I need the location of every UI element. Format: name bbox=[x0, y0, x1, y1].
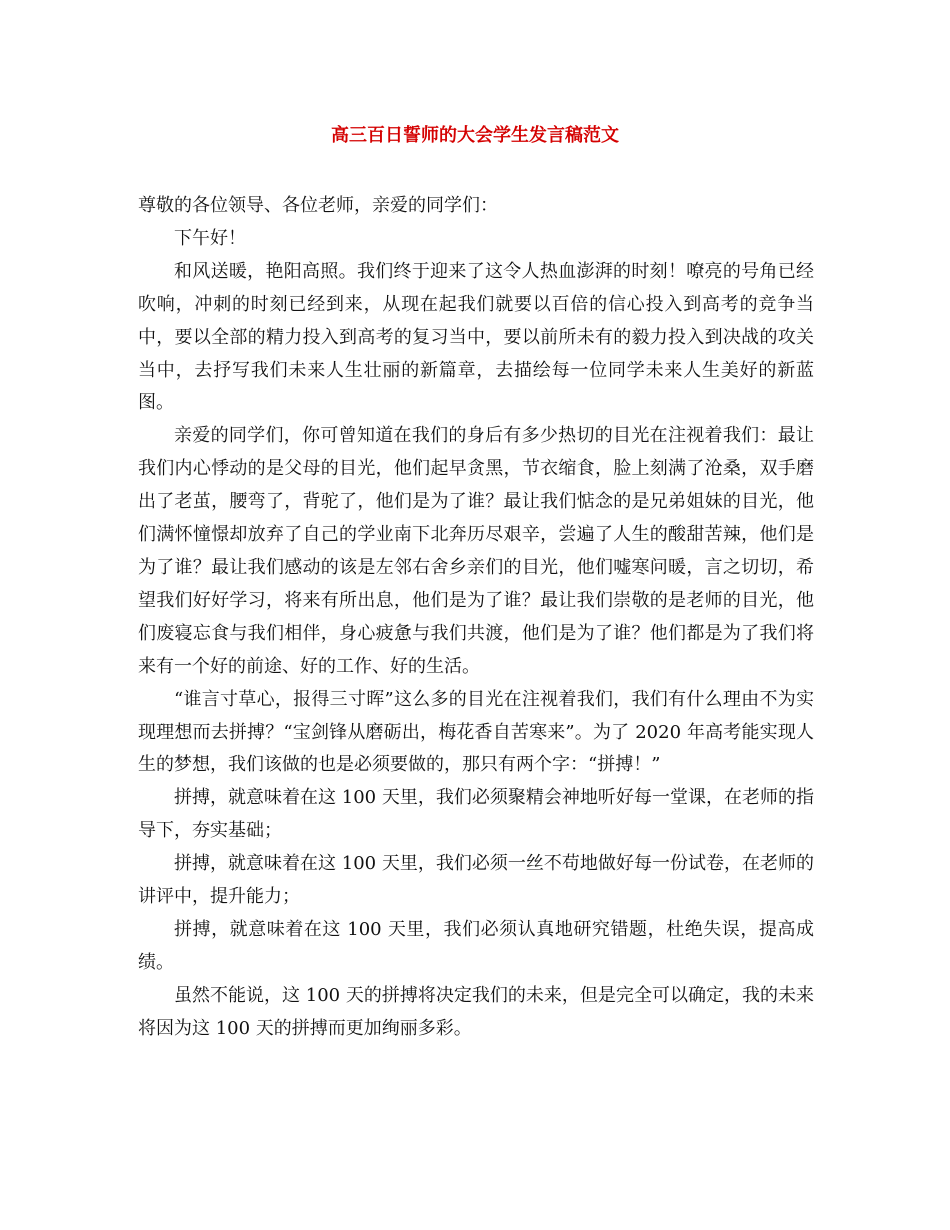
paragraph-struggle-errors: 拼搏，就意味着在这 100 天里，我们必须认真地研究错题，杜绝失误，提高成绩。 bbox=[138, 918, 814, 973]
paragraph-gazes: 亲爱的同学们，你可曾知道在我们的身后有多少热切的目光在注视着我们：最让我们内心悸动的是父母的目光，他们起早贪黑，节衣缩食，脸上刻满了沧桑，双手磨出了老茧，腰弯了，背驼了，他们是为了谁？最让我们惦念的是兄弟姐妹的目光，他们满怀憧憬却放弃了自己的学业南下北奔历尽艰辛，尝遍了人生的酸甜苦辣，他们是为了谁？最让我们感动的该是左邻右舍乡亲们的目光，他们嘘寒问暖，言之切切，希望我们好好学习，将来有所出息，他们是为了谁？最让我们崇敬的是老师的目光，他们废寝忘食与我们相伴，身心疲惫与我们共渡，他们是为了谁？他们都是为了我们将来有一个好的前途、好的工作、好的生活。 bbox=[138, 425, 814, 677]
salutation: 尊敬的各位领导、各位老师，亲爱的同学们： bbox=[138, 195, 498, 216]
paragraph-greeting: 下午好！ bbox=[174, 227, 246, 249]
paragraph-opening: 和风送暖，艳阳高照。我们终于迎来了这令人热血澎湃的时刻！嘹亮的号角已经吹响，冲刺的时刻已经到来，从现在起我们就要以百倍的信心投入到高考的竞争当中，要以全部的精力投入到高考的复习当中，要以前所未有的毅力投入到决战的攻关当中，去抒写我们未来人生壮丽的新篇章，去描绘每一位同学未来人生美好的新蓝图。 bbox=[138, 260, 814, 414]
paragraph-struggle-exams: 拼搏，就意味着在这 100 天里，我们必须一丝不苟地做好每一份试卷，在老师的讲评中，提升能力； bbox=[138, 853, 814, 908]
document-title: 高三百日誓师的大会学生发言稿范文 bbox=[331, 125, 619, 146]
paragraph-struggle: “谁言寸草心，报得三寸晖”这么多的目光在注视着我们，我们有什么理由不为实现理想而去拼搏？“宝剑锋从磨砺出，梅花香自苦寒来”。为了 2020 年高考能实现人生的梦想，我们该做的也是必须要做的，那只有两个字：“拼搏！” bbox=[138, 688, 814, 776]
paragraph-conclusion: 虽然不能说，这 100 天的拼搏将决定我们的未来，但是完全可以确定，我的未来将因为这 100 天的拼搏而更加绚丽多彩。 bbox=[138, 984, 814, 1039]
document-body bbox=[138, 190, 814, 1046]
paragraph-struggle-class: 拼搏，就意味着在这 100 天里，我们必须聚精会神地听好每一堂课，在老师的指导下，夯实基础； bbox=[138, 787, 814, 842]
